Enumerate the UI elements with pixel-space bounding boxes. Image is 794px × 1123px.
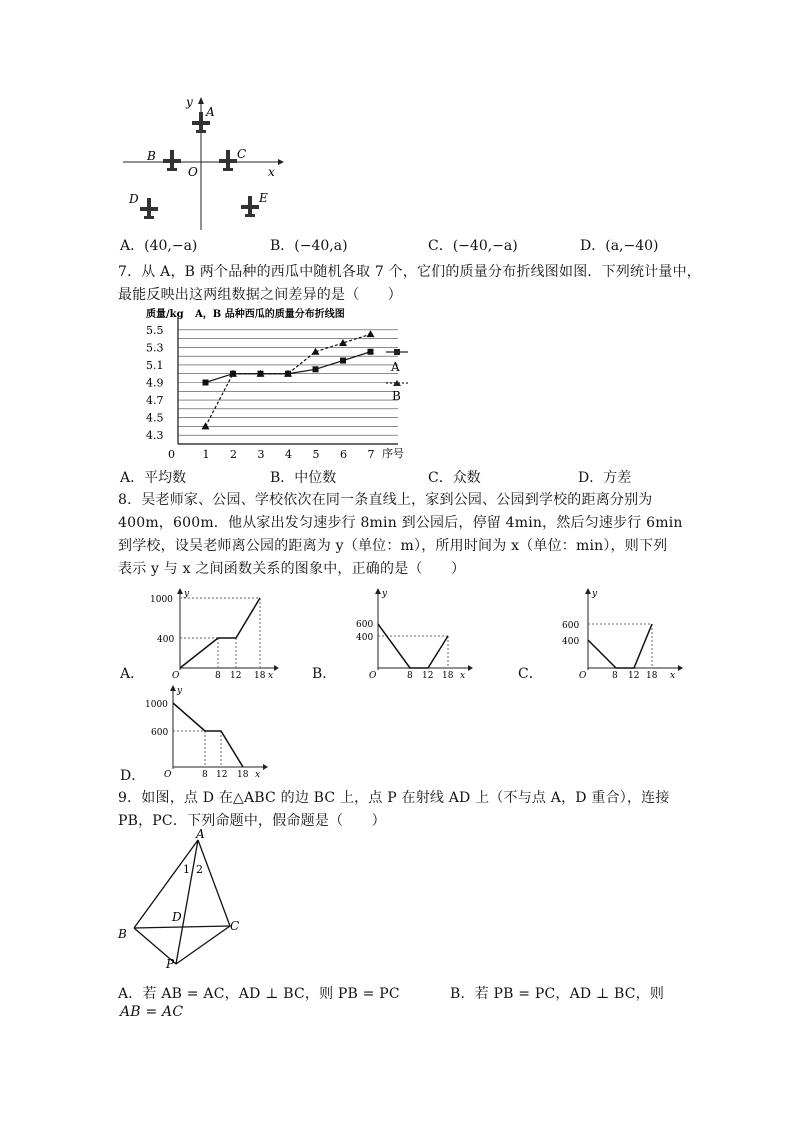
- svg-text:600: 600: [562, 621, 580, 631]
- svg-text:D: D: [172, 910, 182, 924]
- q7-text-line1: 7．从 A，B 两个品种的西瓜中随机各取 7 个，它们的质量分布折线图如图．下列统计量中，: [118, 264, 702, 280]
- q6-option-d: D．(a,−40): [580, 238, 659, 254]
- svg-text:8: 8: [202, 770, 208, 777]
- q7-line-chart: [140, 303, 420, 463]
- svg-text:x: x: [460, 671, 466, 678]
- chart-y-tick: 4.7: [146, 394, 164, 408]
- q7-option-b: B．中位数: [270, 470, 337, 486]
- svg-text:12: 12: [230, 671, 242, 678]
- q8-graph-a-letter: A．: [120, 666, 145, 682]
- chart-x-tick: 6: [340, 448, 347, 461]
- q6-x-label: x: [268, 165, 275, 179]
- q6-option-c: C．(−40,−a): [428, 238, 518, 254]
- svg-text:400: 400: [157, 635, 175, 645]
- svg-text:A: A: [196, 828, 205, 841]
- q9-text-line2: PB，PC．下列命题中，假命题是（ ）: [118, 813, 386, 829]
- point-B-1: [202, 422, 210, 429]
- svg-text:P: P: [166, 957, 175, 971]
- legend-a-label: A: [391, 360, 400, 374]
- q6-label-C: C: [237, 147, 247, 161]
- svg-text:400: 400: [562, 637, 580, 647]
- svg-text:18: 18: [254, 671, 266, 678]
- q9-option-a: A．若 AB = AC，AD ⊥ BC，则 PB = PC: [118, 986, 400, 1002]
- svg-text:y: y: [184, 589, 190, 599]
- chart-x-tick: 3: [257, 448, 265, 461]
- chart-x-tick: 2: [230, 448, 237, 461]
- chart-title: A，B 品种西瓜的质量分布折线图: [195, 309, 345, 320]
- point-A-6: [340, 358, 346, 364]
- q6-origin-label: O: [188, 165, 198, 179]
- q8-graph-c: [560, 588, 690, 678]
- q8-text-line2: 400m，600m．他从家出发匀速步行 8min 到公园后，停留 4min，然后匀速步行 6min: [118, 515, 683, 531]
- chart-y-tick: 4.3: [146, 429, 164, 443]
- svg-text:y: y: [592, 589, 598, 599]
- svg-text:600: 600: [356, 620, 374, 630]
- chart-y-tick: 5.1: [146, 358, 164, 372]
- chart-x-tick: 1: [202, 448, 210, 461]
- legend-b-label: B: [392, 389, 401, 403]
- svg-text:400: 400: [356, 633, 374, 643]
- chart-y-tick: 5.3: [146, 341, 164, 355]
- q6-label-B: B: [147, 149, 156, 163]
- svg-text:12: 12: [216, 770, 228, 777]
- svg-text:1000: 1000: [145, 700, 168, 710]
- chart-y-tick: 4.5: [146, 411, 164, 425]
- svg-text:O: O: [579, 671, 587, 678]
- svg-text:y: y: [177, 686, 183, 696]
- chart-ylabel: 质量/kg: [146, 309, 184, 320]
- svg-text:1: 1: [183, 863, 190, 876]
- svg-text:8: 8: [407, 671, 413, 678]
- q8-graph-d-letter: D．: [120, 768, 146, 784]
- q8-graph-c-letter: C．: [518, 666, 543, 682]
- chart-x-tick: 4: [285, 448, 292, 461]
- svg-text:O: O: [369, 671, 377, 678]
- svg-text:600: 600: [151, 728, 169, 738]
- svg-text:18: 18: [646, 671, 658, 678]
- q8-graph-a: [150, 588, 280, 678]
- svg-text:1000: 1000: [150, 595, 173, 605]
- svg-text:18: 18: [442, 671, 454, 678]
- svg-text:O: O: [172, 671, 180, 678]
- q6-label-A: A: [206, 105, 215, 119]
- q8-graph-b: [350, 588, 480, 678]
- svg-text:x: x: [670, 671, 676, 678]
- q6-option-a: A．(40,−a): [120, 238, 198, 254]
- svg-text:12: 12: [628, 671, 640, 678]
- q8-text-line4: 表示 y 与 x 之间函数关系的图象中，正确的是（ ）: [118, 561, 466, 577]
- svg-text:2: 2: [196, 863, 203, 876]
- q7-option-a: A．平均数: [120, 470, 187, 486]
- chart-x-tick: 0: [168, 448, 175, 461]
- q6-label-D: D: [129, 192, 139, 206]
- plane-B-icon: [163, 150, 181, 171]
- chart-x-tick: 7: [367, 448, 375, 461]
- point-A-1: [203, 380, 209, 386]
- svg-text:y: y: [382, 589, 388, 599]
- svg-text:x: x: [268, 671, 274, 678]
- q8-graph-d: [145, 685, 275, 777]
- q6-option-b: B．(−40,a): [270, 238, 348, 254]
- point-A-7: [368, 349, 374, 355]
- q9-triangle-figure: [112, 828, 252, 978]
- svg-text:18: 18: [237, 770, 249, 777]
- svg-text:8: 8: [215, 671, 221, 678]
- q6-y-label: y: [186, 95, 193, 109]
- q7-option-c: C．众数: [428, 470, 481, 486]
- svg-text:O: O: [164, 770, 172, 777]
- plane-C-icon: [219, 150, 237, 171]
- svg-text:12: 12: [422, 671, 434, 678]
- q9-text-line1: 9．如图，点 D 在△ABC 的边 BC 上，点 P 在射线 AD 上（不与点 A，D 重合），连接: [118, 790, 670, 806]
- q9-option-b: B．若 PB = PC，AD ⊥ BC，则: [450, 986, 665, 1002]
- svg-text:B: B: [118, 927, 127, 941]
- q7-text-line2: 最能反映出这两组数据之间差异的是（ ）: [118, 287, 402, 303]
- point-B-7: [367, 330, 375, 337]
- plane-E-icon: [241, 196, 259, 217]
- chart-y-tick: 5.5: [146, 323, 164, 337]
- series-line-B: [206, 334, 371, 426]
- plane-D-icon: [140, 198, 158, 219]
- q9-option-b-cont: AB = AC: [120, 1004, 184, 1020]
- q8-text-line1: 8．吴老师家、公园、学校依次在同一条直线上，家到公园、公园到学校的距离分别为: [118, 492, 653, 508]
- chart-xlabel: 序号: [382, 447, 404, 460]
- q6-coordinate-figure: [118, 92, 288, 232]
- svg-text:x: x: [255, 770, 261, 777]
- svg-text:C: C: [230, 919, 240, 933]
- q6-label-E: E: [259, 191, 268, 205]
- svg-text:8: 8: [612, 671, 618, 678]
- q8-graph-b-letter: B．: [312, 666, 337, 682]
- chart-y-tick: 4.9: [146, 376, 164, 390]
- q7-option-d: D．方差: [578, 470, 632, 486]
- chart-x-tick: 5: [312, 448, 320, 461]
- point-A-5: [313, 366, 319, 372]
- q8-text-line3: 到学校，设吴老师离公园的距离为 y（单位：m），所用时间为 x（单位：min），则下列: [118, 538, 668, 554]
